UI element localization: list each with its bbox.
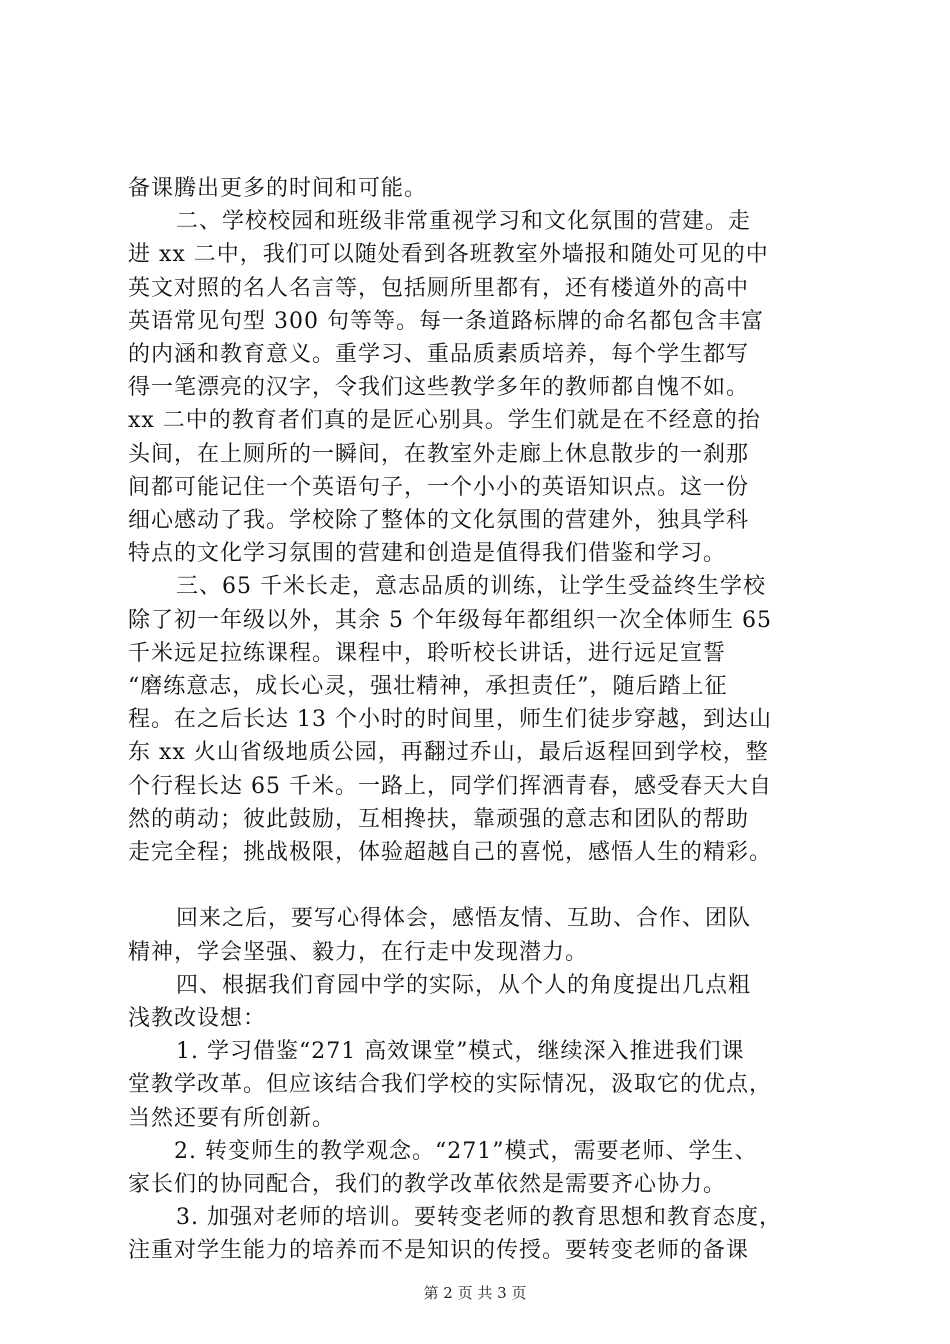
- text-line: 3. 加强对老师的培训。要转变老师的教育思想和教育态度，: [176, 1205, 782, 1231]
- text-line: 浅教改设想：: [128, 1006, 267, 1032]
- text-line: 当然还要有所创新。: [128, 1105, 336, 1131]
- text-line: 2. 转变师生的教学观念。“271”模式，需要老师、学生、: [174, 1138, 758, 1164]
- text-line: 1. 学习借鉴“271 高效课堂”模式，继续深入推进我们课: [176, 1039, 745, 1065]
- text-line: 英语常见句型 300 句等等。每一条道路标牌的命名都包含丰富: [128, 308, 764, 334]
- text-line: 家长们的协同配合，我们的教学改革依然是需要齐心协力。: [128, 1172, 727, 1198]
- text-line: 程。在之后长达 13 个小时的时间里，师生们徒步穿越，到达山: [128, 707, 772, 733]
- page-number-footer: 第 2 页 共 3 页: [423, 1284, 527, 1302]
- text-line: 回来之后，要写心得体会，感悟友情、互助、合作、团队: [176, 906, 752, 932]
- text-line: 堂教学改革。但应该结合我们学校的实际情况，汲取它的优点，: [128, 1072, 773, 1098]
- text-line: 的内涵和教育意义。重学习、重品质素质培养，每个学生都写: [128, 342, 750, 368]
- text-line: 走完全程；挑战极限，体验超越自己的喜悦，感悟人生的精彩。: [128, 840, 773, 866]
- text-line: 然的萌动；彼此鼓励，互相搀扶，靠顽强的意志和团队的帮助: [128, 806, 750, 832]
- text-line: 三、65 千米长走，意志品质的训练，让学生受益终生学校: [176, 574, 766, 600]
- text-line: 二、学校校园和班级非常重视学习和文化氛围的营建。走: [176, 209, 752, 235]
- text-line: 进 xx 二中，我们可以随处看到各班教室外墙报和随处可见的中: [128, 242, 769, 268]
- text-line: “磨练意志，成长心灵，强壮精神，承担责任”，随后踏上征: [128, 674, 728, 700]
- text-line: 特点的文化学习氛围的营建和创造是值得我们借鉴和学习。: [128, 541, 727, 567]
- text-line: 注重对学生能力的培养而不是知识的传授。要转变老师的备课: [128, 1238, 750, 1264]
- text-line: 四、根据我们育园中学的实际，从个人的角度提出几点粗: [176, 972, 752, 998]
- text-line: 除了初一年级以外，其余 5 个年级每年都组织一次全体师生 65: [128, 607, 772, 633]
- text-line: 间都可能记住一个英语句子，一个小小的英语知识点。这一份: [128, 474, 750, 500]
- text-line: 英文对照的名人名言等，包括厕所里都有，还有楼道外的高中: [128, 275, 750, 301]
- text-line: 得一笔漂亮的汉字，令我们这些教学多年的教师都自愧不如。: [128, 375, 750, 401]
- text-line: 头间，在上厕所的一瞬间，在教室外走廊上休息散步的一刹那: [128, 441, 750, 467]
- text-line: 备课腾出更多的时间和可能。: [128, 176, 428, 201]
- text-line: xx 二中的教育者们真的是匠心别具。学生们就是在不经意的抬: [128, 408, 761, 434]
- text-line: 千米远足拉练课程。课程中，聆听校长讲话，进行远足宣誓: [128, 640, 727, 666]
- text-line: 精神，学会坚强、毅力，在行走中发现潜力。: [128, 939, 589, 965]
- text-line: 东 xx 火山省级地质公园，再翻过乔山，最后返程回到学校，整: [128, 740, 769, 766]
- text-line: 细心感动了我。学校除了整体的文化氛围的营建外，独具学科: [128, 508, 750, 534]
- text-line: 个行程长达 65 千米。一路上，同学们挥洒青春，感受春天大自: [128, 773, 772, 799]
- document-body: [128, 172, 848, 1268]
- paragraph-gap: [128, 869, 848, 902]
